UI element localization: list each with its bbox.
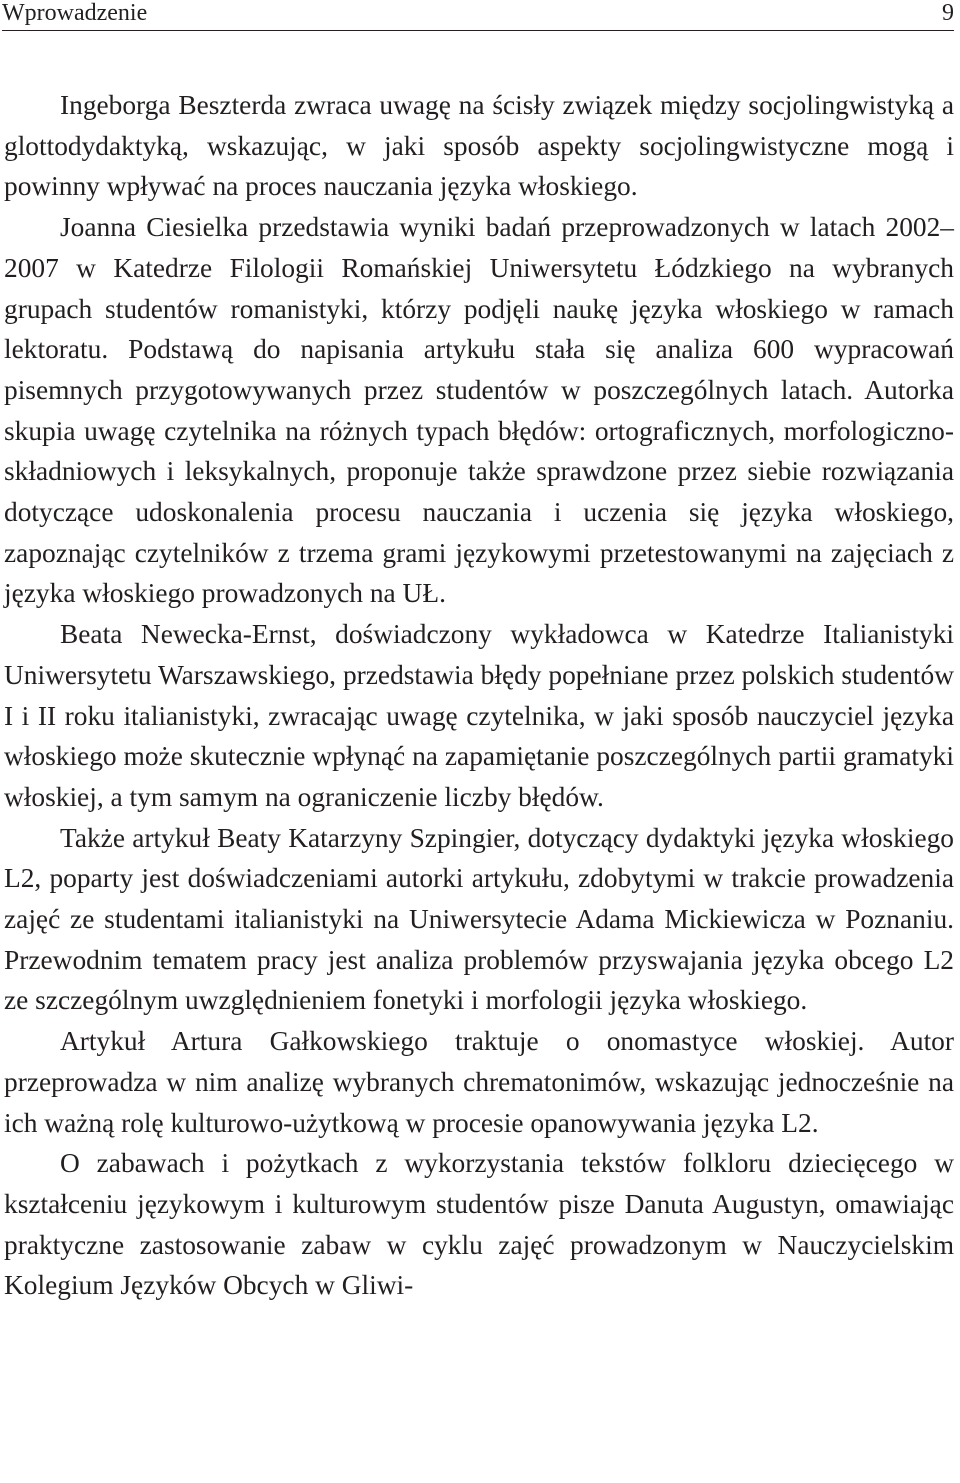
paragraph: Beata Newecka-Ernst, doświadczony wykładowca w Katedrze Italianistyki Uniwersytetu Warszawskiego, przedstawia błędy popełniane przez polskich studentów I i II roku italianistyki, zwracając uwagę czytelnika, w jaki sposób nauczyciel języka włoskiego może skutecznie wpłynąć na zapamiętanie poszczególnych partii gramatyki włoskiej, a tym samym na ograniczenie liczby błędów. xyxy=(4,619,954,812)
paragraph: Joanna Ciesielka przedstawia wyniki badań przeprowadzonych w latach 2002–2007 w Katedrze Filologii Romańskiej Uniwersytetu Łódzkiego na wybranych grupach studentów romanistyki, którzy podjęli naukę języka włoskiego w ramach lektoratu. Podstawą do napisania artykułu stała się analiza 600 wypracowań pisemnych przygotowywanych przez studentów w poszczególnych latach. Autorka skupia uwagę czytelnika na różnych typach błędów: ortograficznych, morfologiczno-składniowych i leksykalnych, proponuje także sprawdzone przez siebie rozwiązania dotyczące udoskonalenia procesu nauczania i uczenia się języka włoskiego, zapoznając czytelników z trzema grami językowymi przetestowanymi na zajęciach z języka włoskiego prowadzonych na UŁ. xyxy=(4,212,954,609)
page-number: 9 xyxy=(942,0,954,26)
paragraph: Artykuł Artura Gałkowskiego traktuje o onomastyce włoskiej. Autor przeprowadza w nim analizę wybranych chrematonimów, wskazując jednocześnie na ich ważną rolę kulturowo-użytkową w procesie opanowywania języka L2. xyxy=(4,1026,954,1138)
paragraph: Ingeborga Beszterda zwraca uwagę na ścisły związek między socjolingwistyką a glottodydaktyką, wskazując, w jaki sposób aspekty socjolingwistyczne mogą i powinny wpływać na proces nauczania języka włoskiego. xyxy=(4,90,954,202)
paragraph: O zabawach i pożytkach z wykorzystania tekstów folkloru dziecięcego w kształceniu językowym i kulturowym studentów pisze Danuta Augustyn, omawiając praktyczne zastosowanie zabaw w cyklu zajęć prowadzonym w Nauczycielskim Kolegium Języków Obcych w Gliwi- xyxy=(4,1148,954,1301)
paragraph: Także artykuł Beaty Katarzyny Szpingier, dotyczący dydaktyki języka włoskiego L2, poparty jest doświadczeniami autorki artykułu, zdobytymi w trakcie prowadzenia zajęć ze studentami italianistyki na Uniwersytecie Adama Mickiewicza w Poznaniu. Przewodnim tematem pracy jest analiza problemów przyswajania języka obcego L2 ze szczególnym uwzględnieniem fonetyki i morfologii języka włoskiego. xyxy=(4,822,954,1016)
header-title: Wprowadzenie xyxy=(2,0,148,26)
running-header xyxy=(2,0,954,31)
body-text xyxy=(4,85,954,1306)
